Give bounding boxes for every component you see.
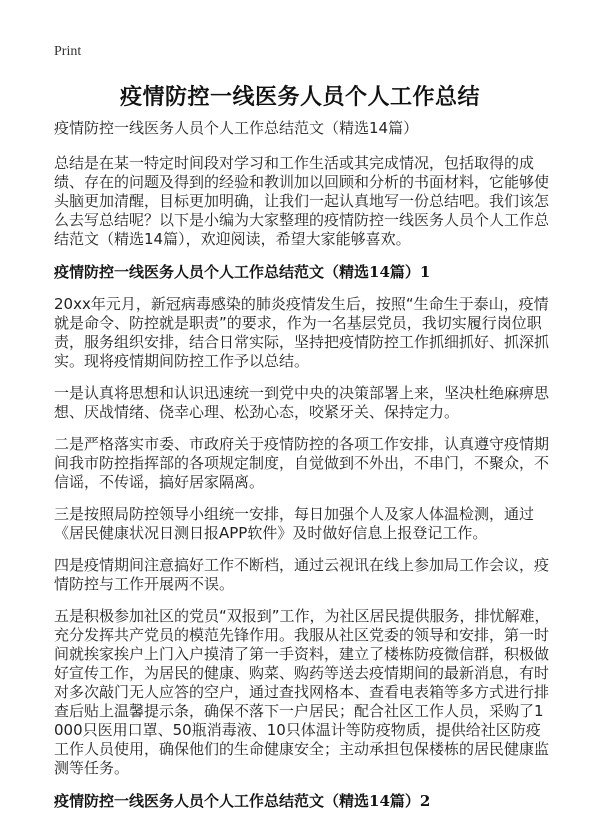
- paragraph: 二是严格落实市委、市政府关于疫情防控的各项工作安排，认真遵守疫情期间我市防控指挥部的各项规定制度，自觉做到不外出，不串门，不聚众，不信谣，不传谣，搞好居家隔离。: [54, 435, 550, 491]
- section-heading-1: 疫情防控一线医务人员个人工作总结范文（精选14篇）1: [54, 263, 431, 281]
- section-heading-2: 疫情防控一线医务人员个人工作总结范文（精选14篇）2: [54, 792, 431, 810]
- paragraph: 四是疫情期间注意搞好工作不断档，通过云视讯在线上参加局工作会议，疫情防控与工作开展两不误。: [54, 556, 550, 593]
- print-link[interactable]: Print: [54, 44, 82, 59]
- intro-paragraph: 总结是在某一特定时间段对学习和工作生活或其完成情况，包括取得的成绩、存在的问题及得到的经验和教训加以回顾和分析的书面材料，它能够使头脑更加清醒，目标更加明确，让我们一起认真地写一份总结吧。我们该怎么去写总结呢？以下是小编为大家整理的疫情防控一线医务人员个人工作总结范文（精选14篇），欢迎阅读，希望大家能够喜欢。: [54, 154, 550, 248]
- paragraph: 20xx年元月，新冠病毒感染的肺炎疫情发生后，按照“生命生于泰山，疫情就是命令、防控就是职责”的要求，作为一名基层党员，我切实履行岗位职责，服务组织安排，结合日常实际，坚持把疫情防控工作抓细抓好、抓深抓实。现将疫情期间防控工作予以总结。: [54, 295, 550, 370]
- document-subtitle: 疫情防控一线医务人员个人工作总结范文（精选14篇）: [54, 119, 419, 137]
- document-body: [54, 118, 550, 824]
- paragraph: 五是积极参加社区的党员“双报到”工作，为社区居民提供服务，排忧解难，充分发挥共产党员的模范先锋作用。我服从社区党委的领导和安排，第一时间就挨家挨户上门入户摸清了第一手资料，建立了楼栋防疫微信群，积极做好宣传工作，为居民的健康、购菜、购药等送去疫情期间的最新消息，有时对多次敲门无人应答的空户，通过查找网格本、查看电表箱等多方式进行排查后贴上温馨提示条，确保不落下一户居民；配合社区工作人员，采购了1000只医用口罩、50瓶消毒液、10只体温计等防疫物质，提供给社区防疫工作人员使用，确保他们的生命健康安全；主动承担包保楼栋的居民健康监测等任务。: [54, 607, 550, 777]
- paragraph: 一是认真将思想和认识迅速统一到党中央的决策部署上来，坚决杜绝麻痹思想、厌战情绪、侥幸心理、松劲心态，咬紧牙关、保持定力。: [54, 384, 550, 421]
- paragraph: 三是按照局防控领导小组统一安排，每日加强个人及家人体温检测，通过《居民健康状况日测日报APP软件》及时做好信息上报登记工作。: [54, 505, 535, 542]
- page-title: 疫情防控一线医务人员个人工作总结: [119, 85, 480, 110]
